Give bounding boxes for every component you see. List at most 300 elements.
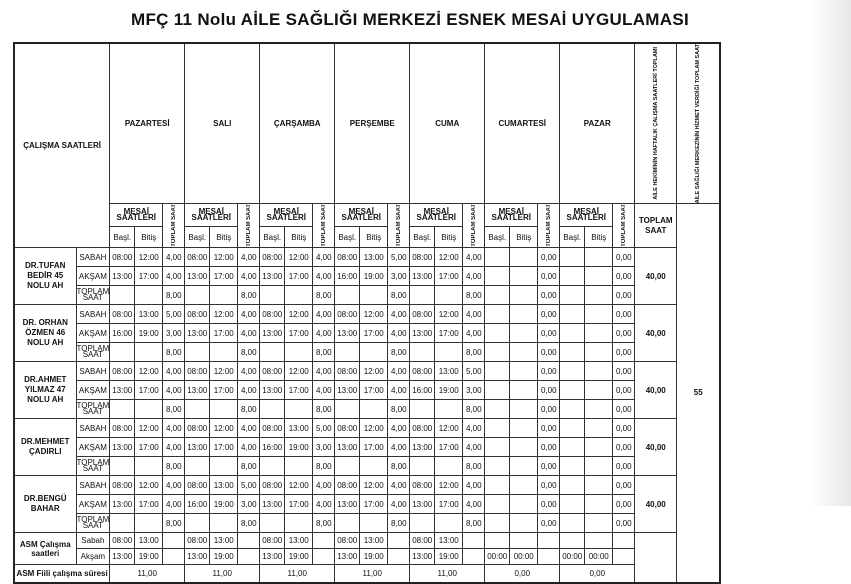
day-total-hours: 0,00 — [538, 457, 560, 476]
end-time: 19:00 — [360, 267, 388, 286]
start-time: 08:00 — [110, 362, 135, 381]
end-time: 17:00 — [135, 438, 163, 457]
doctor-toplam-row — [14, 343, 720, 362]
shift-hours: 4,00 — [388, 305, 410, 324]
empty-cell — [110, 457, 135, 476]
start-time — [485, 438, 510, 457]
empty-cell — [135, 286, 163, 305]
empty-cell — [210, 343, 238, 362]
shift-hours: 0,00 — [538, 248, 560, 267]
bitis-header: Bitiş — [585, 227, 613, 248]
empty-cell — [360, 343, 388, 362]
end-time: 13:00 — [360, 248, 388, 267]
shift-hours: 4,00 — [463, 476, 485, 495]
start-time: 13:00 — [185, 324, 210, 343]
empty-cell — [135, 343, 163, 362]
empty-cell — [388, 533, 410, 549]
asm-start-time: 13:00 — [110, 549, 135, 565]
empty-cell — [110, 343, 135, 362]
day-header: PAZAR — [560, 43, 635, 204]
empty-cell — [285, 400, 313, 419]
empty-cell — [485, 286, 510, 305]
day-header: PAZARTESİ — [110, 43, 185, 204]
empty-cell — [210, 400, 238, 419]
asm-end-time: 00:00 — [510, 549, 538, 565]
end-time: 17:00 — [210, 267, 238, 286]
calisma-saatleri-header: ÇALIŞMA SAATLERİ — [14, 43, 110, 248]
empty-cell — [360, 286, 388, 305]
end-time — [585, 495, 613, 514]
empty-cell — [210, 286, 238, 305]
day-total-hours: 8,00 — [238, 400, 260, 419]
asm-start-time: 13:00 — [335, 549, 360, 565]
shift-hours: 0,00 — [613, 438, 635, 457]
end-time: 12:00 — [360, 362, 388, 381]
end-time: 17:00 — [210, 438, 238, 457]
empty-cell — [510, 400, 538, 419]
end-time — [510, 495, 538, 514]
merkez-toplam-label: AİLE SAĞLIĞI MERKEZİNİN HİZMET VERDİĞİ TOPLAM SAAT — [695, 44, 702, 204]
start-time — [560, 267, 585, 286]
empty-cell — [435, 343, 463, 362]
shift-label: SABAH — [76, 305, 110, 324]
day-total-hours: 8,00 — [388, 457, 410, 476]
toplam-saat-vertical: TOPLAM SAAT — [245, 204, 252, 248]
empty-cell — [560, 514, 585, 533]
end-time — [510, 248, 538, 267]
empty-cell — [210, 514, 238, 533]
end-time: 17:00 — [435, 495, 463, 514]
asm-fiili-hours: 11,00 — [185, 565, 260, 583]
shift-hours: 4,00 — [313, 248, 335, 267]
day-total-hours: 8,00 — [463, 343, 485, 362]
shift-hours: 4,00 — [388, 324, 410, 343]
day-total-hours: 0,00 — [538, 514, 560, 533]
asm-end-time: 19:00 — [135, 549, 163, 565]
baslangic-header: Başl. — [560, 227, 585, 248]
empty-cell — [613, 533, 635, 549]
empty-cell — [260, 343, 285, 362]
doctor-name: DR.TUFAN BEDİR 45 NOLU AH — [14, 248, 76, 305]
shift-hours: 4,00 — [163, 248, 185, 267]
empty-cell — [360, 457, 388, 476]
end-time: 17:00 — [135, 267, 163, 286]
end-time — [510, 324, 538, 343]
doctor-aksam-row — [14, 267, 720, 286]
doctor-toplam-row — [14, 514, 720, 533]
asm-empty-total — [635, 533, 677, 583]
start-time — [560, 438, 585, 457]
end-time: 19:00 — [435, 381, 463, 400]
shift-hours: 4,00 — [463, 248, 485, 267]
shift-label: TOPLAM SAAT — [76, 286, 110, 305]
asm-fiili-hours: 11,00 — [110, 565, 185, 583]
mesai-saatleri-header: MESAİ SAATLERİ — [410, 204, 463, 227]
toplam-saat-day-header — [388, 204, 410, 248]
shift-hours: 0,00 — [613, 324, 635, 343]
asm-end-time — [585, 533, 613, 549]
end-time: 13:00 — [285, 419, 313, 438]
empty-cell — [185, 514, 210, 533]
start-time: 08:00 — [185, 362, 210, 381]
shift-hours: 4,00 — [388, 438, 410, 457]
start-time — [560, 362, 585, 381]
start-time — [560, 248, 585, 267]
empty-cell — [585, 457, 613, 476]
day-total-hours: 8,00 — [163, 400, 185, 419]
empty-cell — [613, 549, 635, 565]
vertical-text-wrap — [463, 204, 484, 247]
end-time: 12:00 — [135, 362, 163, 381]
bitis-header: Bitiş — [360, 227, 388, 248]
asm-fiili-hours: 11,00 — [335, 565, 410, 583]
start-time — [560, 419, 585, 438]
end-time: 12:00 — [135, 476, 163, 495]
start-time: 08:00 — [110, 419, 135, 438]
shift-hours: 0,00 — [538, 495, 560, 514]
empty-cell — [435, 286, 463, 305]
baslangic-header: Başl. — [185, 227, 210, 248]
empty-cell — [135, 400, 163, 419]
day-total-hours: 8,00 — [463, 400, 485, 419]
start-time: 16:00 — [260, 438, 285, 457]
empty-cell — [110, 286, 135, 305]
start-time: 08:00 — [410, 248, 435, 267]
asm-shift-label: Sabah — [76, 533, 110, 549]
shift-hours: 4,00 — [238, 324, 260, 343]
shift-label: SABAH — [76, 476, 110, 495]
day-total-hours: 8,00 — [463, 457, 485, 476]
start-time: 08:00 — [260, 419, 285, 438]
toplam-saat-day-header — [463, 204, 485, 248]
vertical-text-wrap — [163, 204, 184, 247]
day-total-hours: 0,00 — [613, 457, 635, 476]
shift-hours: 4,00 — [238, 419, 260, 438]
toplam-saat-day-header — [238, 204, 260, 248]
asm-start-time: 08:00 — [260, 533, 285, 549]
start-time: 13:00 — [110, 381, 135, 400]
asm-start-time: 00:00 — [485, 549, 510, 565]
asm-end-time — [510, 533, 538, 549]
start-time: 08:00 — [335, 419, 360, 438]
shift-label: AKŞAM — [76, 324, 110, 343]
start-time: 13:00 — [335, 438, 360, 457]
empty-cell — [485, 514, 510, 533]
end-time: 12:00 — [360, 419, 388, 438]
empty-cell — [538, 549, 560, 565]
shift-hours: 4,00 — [238, 381, 260, 400]
end-time: 17:00 — [285, 381, 313, 400]
shift-hours: 4,00 — [163, 267, 185, 286]
end-time — [510, 362, 538, 381]
asm-end-time: 13:00 — [135, 533, 163, 549]
empty-cell — [335, 343, 360, 362]
end-time: 17:00 — [360, 381, 388, 400]
end-time — [510, 438, 538, 457]
mesai-saatleri-header: MESAİ SAATLERİ — [110, 204, 163, 227]
day-total-hours: 8,00 — [463, 514, 485, 533]
day-total-hours: 0,00 — [613, 286, 635, 305]
shift-label: TOPLAM SAAT — [76, 400, 110, 419]
shift-hours: 4,00 — [163, 438, 185, 457]
end-time: 19:00 — [285, 438, 313, 457]
start-time — [485, 381, 510, 400]
shift-hours: 4,00 — [388, 476, 410, 495]
empty-cell — [210, 457, 238, 476]
weekly-total-hours: 40,00 — [635, 305, 677, 362]
weekly-total-hours: 40,00 — [635, 419, 677, 476]
shift-label: AKŞAM — [76, 267, 110, 286]
start-time: 13:00 — [260, 267, 285, 286]
shift-hours: 3,00 — [388, 267, 410, 286]
day-total-hours: 8,00 — [163, 457, 185, 476]
asm-start-time — [485, 533, 510, 549]
start-time: 08:00 — [335, 305, 360, 324]
shift-hours: 0,00 — [538, 267, 560, 286]
empty-cell — [185, 400, 210, 419]
aile-hekimi-haftalik-label: AİLE HEKİMİNİN HAFTALIK ÇALIŞMA SAATLERİ TOPLAMI — [652, 47, 659, 200]
day-total-hours: 8,00 — [313, 457, 335, 476]
empty-cell — [463, 533, 485, 549]
asm-end-time: 19:00 — [435, 549, 463, 565]
shift-hours: 0,00 — [613, 362, 635, 381]
end-time — [585, 362, 613, 381]
doctor-aksam-row — [14, 495, 720, 514]
start-time — [560, 476, 585, 495]
end-time: 12:00 — [135, 419, 163, 438]
day-total-hours: 0,00 — [538, 286, 560, 305]
day-total-hours: 8,00 — [388, 286, 410, 305]
shift-hours: 3,00 — [238, 495, 260, 514]
doctor-toplam-row — [14, 286, 720, 305]
start-time — [485, 476, 510, 495]
start-time: 08:00 — [260, 476, 285, 495]
bitis-header: Bitiş — [135, 227, 163, 248]
shift-hours: 4,00 — [463, 495, 485, 514]
doctor-sabah-row — [14, 419, 720, 438]
aile-hekimi-haftalik-header — [635, 43, 677, 204]
end-time: 12:00 — [285, 362, 313, 381]
asm-fiili-hours: 0,00 — [560, 565, 635, 583]
asm-end-time: 19:00 — [360, 549, 388, 565]
start-time: 08:00 — [335, 248, 360, 267]
doctor-sabah-row — [14, 362, 720, 381]
empty-cell — [285, 457, 313, 476]
shift-hours: 4,00 — [163, 381, 185, 400]
start-time: 13:00 — [335, 324, 360, 343]
end-time: 17:00 — [285, 267, 313, 286]
start-time: 08:00 — [335, 476, 360, 495]
empty-cell — [285, 286, 313, 305]
start-time — [560, 305, 585, 324]
start-time: 13:00 — [410, 495, 435, 514]
shift-hours: 3,00 — [313, 438, 335, 457]
toplam-saat-vertical: TOPLAM SAAT — [395, 204, 402, 248]
day-header: CUMARTESİ — [485, 43, 560, 204]
empty-cell — [360, 400, 388, 419]
bitis-header: Bitiş — [210, 227, 238, 248]
weekly-total-hours: 40,00 — [635, 476, 677, 533]
asm-start-time: 08:00 — [410, 533, 435, 549]
end-time: 12:00 — [210, 362, 238, 381]
end-time — [510, 305, 538, 324]
day-total-hours: 8,00 — [463, 286, 485, 305]
end-time: 12:00 — [435, 248, 463, 267]
asm-fiili-hours: 0,00 — [485, 565, 560, 583]
asm-fiili-hours: 11,00 — [410, 565, 485, 583]
start-time: 13:00 — [335, 381, 360, 400]
start-time: 08:00 — [185, 419, 210, 438]
end-time: 17:00 — [435, 324, 463, 343]
day-total-hours: 8,00 — [238, 457, 260, 476]
toplam-saat-day-header — [163, 204, 185, 248]
start-time: 08:00 — [185, 305, 210, 324]
end-time: 12:00 — [210, 419, 238, 438]
start-time: 16:00 — [110, 324, 135, 343]
day-total-hours: 8,00 — [313, 343, 335, 362]
day-total-hours: 8,00 — [163, 286, 185, 305]
asm-end-time: 13:00 — [360, 533, 388, 549]
shift-label: SABAH — [76, 362, 110, 381]
end-time: 19:00 — [135, 324, 163, 343]
start-time — [485, 324, 510, 343]
empty-cell — [435, 400, 463, 419]
empty-cell — [485, 400, 510, 419]
empty-cell — [510, 343, 538, 362]
toplam-saat-header: TOPLAM SAAT — [635, 204, 677, 248]
toplam-saat-day-header — [538, 204, 560, 248]
shift-hours: 0,00 — [538, 476, 560, 495]
empty-cell — [238, 533, 260, 549]
asm-end-time: 00:00 — [585, 549, 613, 565]
start-time — [560, 324, 585, 343]
day-header: CUMA — [410, 43, 485, 204]
empty-cell — [335, 457, 360, 476]
empty-cell — [410, 343, 435, 362]
shift-label: SABAH — [76, 248, 110, 267]
start-time: 08:00 — [260, 362, 285, 381]
day-total-hours: 8,00 — [238, 514, 260, 533]
asm-start-time: 08:00 — [335, 533, 360, 549]
schedule-table — [13, 42, 721, 584]
asm-start-time: 13:00 — [260, 549, 285, 565]
asm-aksam-row — [14, 549, 720, 565]
start-time: 13:00 — [260, 495, 285, 514]
shift-hours: 4,00 — [463, 305, 485, 324]
asm-fiili-hours: 11,00 — [260, 565, 335, 583]
end-time: 12:00 — [285, 248, 313, 267]
empty-cell — [435, 457, 463, 476]
asm-fiili-row — [14, 565, 720, 583]
shift-hours: 5,00 — [388, 248, 410, 267]
vertical-text-wrap — [238, 204, 259, 247]
empty-cell — [135, 514, 163, 533]
empty-cell — [335, 400, 360, 419]
start-time — [485, 419, 510, 438]
empty-cell — [560, 343, 585, 362]
shift-hours: 4,00 — [163, 476, 185, 495]
shift-hours: 0,00 — [613, 476, 635, 495]
start-time: 08:00 — [110, 248, 135, 267]
start-time — [485, 305, 510, 324]
empty-cell — [435, 514, 463, 533]
end-time: 13:00 — [435, 362, 463, 381]
start-time: 08:00 — [410, 305, 435, 324]
day-total-hours: 8,00 — [313, 400, 335, 419]
toplam-saat-day-header — [613, 204, 635, 248]
mesai-saatleri-header: MESAİ SAATLERİ — [260, 204, 313, 227]
empty-cell — [185, 343, 210, 362]
empty-cell — [410, 457, 435, 476]
empty-cell — [560, 457, 585, 476]
empty-cell — [260, 514, 285, 533]
baslangic-header: Başl. — [110, 227, 135, 248]
shift-label: SABAH — [76, 419, 110, 438]
shift-hours: 0,00 — [538, 324, 560, 343]
end-time: 19:00 — [210, 495, 238, 514]
shift-hours: 4,00 — [313, 495, 335, 514]
day-total-hours: 8,00 — [313, 514, 335, 533]
start-time: 08:00 — [410, 476, 435, 495]
asm-start-time: 08:00 — [185, 533, 210, 549]
empty-cell — [335, 286, 360, 305]
day-total-hours: 8,00 — [388, 514, 410, 533]
start-time — [485, 267, 510, 286]
end-time: 17:00 — [360, 324, 388, 343]
end-time: 12:00 — [285, 476, 313, 495]
day-total-hours: 8,00 — [388, 400, 410, 419]
shift-hours: 4,00 — [463, 267, 485, 286]
doctor-sabah-row — [14, 476, 720, 495]
asm-sabah-row — [14, 533, 720, 549]
baslangic-header: Başl. — [485, 227, 510, 248]
end-time — [585, 419, 613, 438]
shift-label: TOPLAM SAAT — [76, 343, 110, 362]
empty-cell — [185, 286, 210, 305]
start-time: 13:00 — [260, 324, 285, 343]
end-time: 12:00 — [435, 476, 463, 495]
doctor-aksam-row — [14, 438, 720, 457]
end-time — [585, 248, 613, 267]
end-time — [585, 305, 613, 324]
baslangic-header: Başl. — [260, 227, 285, 248]
doctor-aksam-row — [14, 324, 720, 343]
day-total-hours: 8,00 — [388, 343, 410, 362]
shift-hours: 0,00 — [613, 381, 635, 400]
baslangic-header: Başl. — [335, 227, 360, 248]
day-header: PERŞEMBE — [335, 43, 410, 204]
toplam-saat-vertical: TOPLAM SAAT — [620, 204, 627, 248]
end-time: 12:00 — [360, 476, 388, 495]
shift-hours: 4,00 — [238, 248, 260, 267]
asm-end-time: 19:00 — [210, 549, 238, 565]
empty-cell — [463, 549, 485, 565]
vertical-text-wrap — [388, 204, 409, 247]
shift-hours: 4,00 — [238, 438, 260, 457]
asm-calisma-label: ASM Çalışma saatleri — [14, 533, 76, 565]
empty-cell — [560, 400, 585, 419]
start-time: 13:00 — [335, 495, 360, 514]
shift-hours: 4,00 — [313, 476, 335, 495]
shift-hours: 5,00 — [463, 362, 485, 381]
start-time — [485, 362, 510, 381]
start-time — [485, 248, 510, 267]
start-time: 16:00 — [185, 495, 210, 514]
shift-hours: 0,00 — [538, 438, 560, 457]
doctor-name: DR.BENGÜ BAHAR — [14, 476, 76, 533]
empty-cell — [585, 400, 613, 419]
shift-hours: 4,00 — [388, 495, 410, 514]
